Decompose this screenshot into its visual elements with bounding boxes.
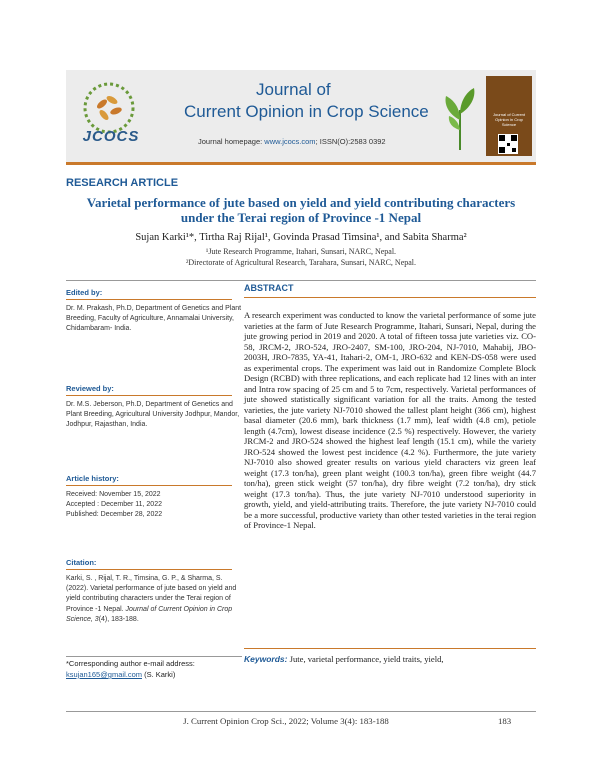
article-title: [66, 195, 536, 225]
divider: [66, 569, 232, 570]
affiliation-2: ²Directorate of Agricultural Research, Tarahara, Sunsari, NARC, Nepal.: [185, 258, 417, 267]
citation-issue: (4), 183-188.: [98, 615, 139, 623]
affiliation-1: ¹Jute Research Programme, Itahari, Sunsari, NARC, Nepal.: [205, 247, 397, 256]
edited-heading: Edited by:: [66, 288, 103, 297]
journal-header: [66, 70, 536, 165]
cover-text: Journal of Current Opinion in Crop Science: [492, 112, 525, 127]
title-line2: under the Terai region of Province -1 Nepal: [180, 210, 422, 225]
reviewer-info: Dr. M.S. Jeberson, Ph.D, Department of Genetics and Plant Breeding, Agricultural University Jodhpur, Mandor, Jodhpur, Rajasthan, India.: [66, 401, 240, 429]
article-type: RESEARCH ARTICLE: [66, 177, 179, 189]
seedling-icon: [440, 80, 480, 150]
logo-text: JCOCS: [82, 128, 140, 145]
issn: ; ISSN(O):2583 0392: [315, 137, 386, 146]
history-heading: Article history:: [66, 474, 119, 483]
reviewed-heading: Reviewed by:: [66, 384, 114, 393]
journal-title-line2: Current Opinion in Crop Science: [184, 102, 429, 121]
author-list: Sujan Karki¹*, Tirtha Raj Rijal¹, Govinda Prasad Timsina¹, and Sabita Sharma²: [135, 232, 467, 243]
page-number: 183: [498, 716, 512, 726]
journal-cover-thumbnail: [486, 76, 532, 156]
corr-name: (S. Karki): [144, 670, 176, 679]
footer-citation: J. Current Opinion Crop Sci., 2022; Volume 3(4): 183-188: [183, 716, 389, 726]
citation-heading: Citation:: [66, 558, 97, 567]
abstract-heading: ABSTRACT: [244, 283, 294, 293]
editor-info: Dr. M. Prakash, Ph.D, Department of Genetics and Plant Breeding, Faculty of Agriculture, Annamalai University, Chidambaram- India.: [66, 305, 242, 333]
journal-homepage: [198, 137, 386, 146]
keywords-label: Keywords:: [244, 654, 288, 664]
divider: [244, 297, 536, 298]
qr-code-icon: [498, 134, 518, 154]
date-accepted: Accepted : December 11, 2022: [66, 501, 162, 508]
divider: [66, 656, 242, 657]
divider: [244, 648, 536, 649]
divider: [66, 299, 232, 300]
citation-body: Karki, S. , Rijal, T. R., Timsina, G. P., & Sharma, S. (2022). Varietal performance of jute based on yield and yield contributing characters under the Terai region of Province -1 Nepal.: [66, 575, 237, 613]
date-received: Received: November 15, 2022: [66, 491, 161, 498]
citation-journal: Journal of Current Opinion in Crop Science, 3: [66, 605, 233, 623]
divider: [66, 280, 536, 281]
homepage-link[interactable]: www.jcocs.com: [264, 137, 316, 146]
corr-email-link[interactable]: ksujan165@gmail.com: [66, 670, 142, 679]
homepage-prefix: Journal homepage:: [198, 137, 265, 146]
citation-text: [66, 574, 242, 625]
divider: [66, 711, 536, 712]
keywords-list: Jute, varietal performance, yield traits, yield,: [289, 654, 444, 664]
date-published: Published: December 28, 2022: [66, 511, 163, 518]
corresponding-author: [66, 658, 242, 680]
divider: [66, 485, 232, 486]
abstract-text: A research experiment was conducted to know the varietal performance of some jute varieties at the farm of Jute Research Programme, Itahari, Sunsari, Nepal, during the jute growing period in 2019 and 2020. A total of fifteen tossa jute varieties viz. CO-58, JRCM-2, JRO-524, JRO-2407, SM-100, JRO-204, NJ-7010, Mahabij, JBO-2003H, JRO-7835, YA-41, Itahari-2, OM-1, JRO-632 and KEN-DS-058 were used as experimental crops. The experiment was laid out in Randomize Complete Block Design (RCBD) with three replications, and each replicate had 12 lines with an inter and Intra row spacing of 25 cm and 5 to 7cm, respectively. Varietal performances of jute showed statistically significant variation for all the traits. Among the tested varieties, the jute variety NJ-7010 showed the tallest plant height (366 cm), highest basal diameter (20.6 mm), bark thickness (1.7 mm), leaf width (4.8 cm), petiole length (4.7cm), lowest disease incidence (2.5 %) respectively. However, the variety JRCM-2 and JRO-524 showed the highest leaf length (15.1 cm), while the variety JRO-524 showed the lowest pest incidence (4.2 %). Furthermore, the jute variety NJ-7010 also showed greater results on various yield characters viz green leaf weight (17.3 ton/ha), green plant weight (100.3 ton/ha), green fibre weight (44.7 ton/ha), green stick weight (57 ton/ha), dry fibre weight (7.2 ton/ha), dry stick weight (17.3 ton/ha). Thus, the jute variety NJ-7010 understood superiority in growth, yield, and yield-attributing traits. Therefore, the jute variety NJ-7010 could be a more successful, productive variety than other tested varieties in the terai region of Province-1 Nepal.: [244, 310, 536, 530]
keywords: [244, 654, 536, 664]
journal-title-line1: Journal of: [256, 80, 331, 99]
corr-label: *Corresponding author e-mail address:: [66, 659, 195, 668]
title-line1: Varietal performance of jute based on yield and yield contributing characters: [86, 195, 516, 210]
divider: [66, 395, 232, 396]
